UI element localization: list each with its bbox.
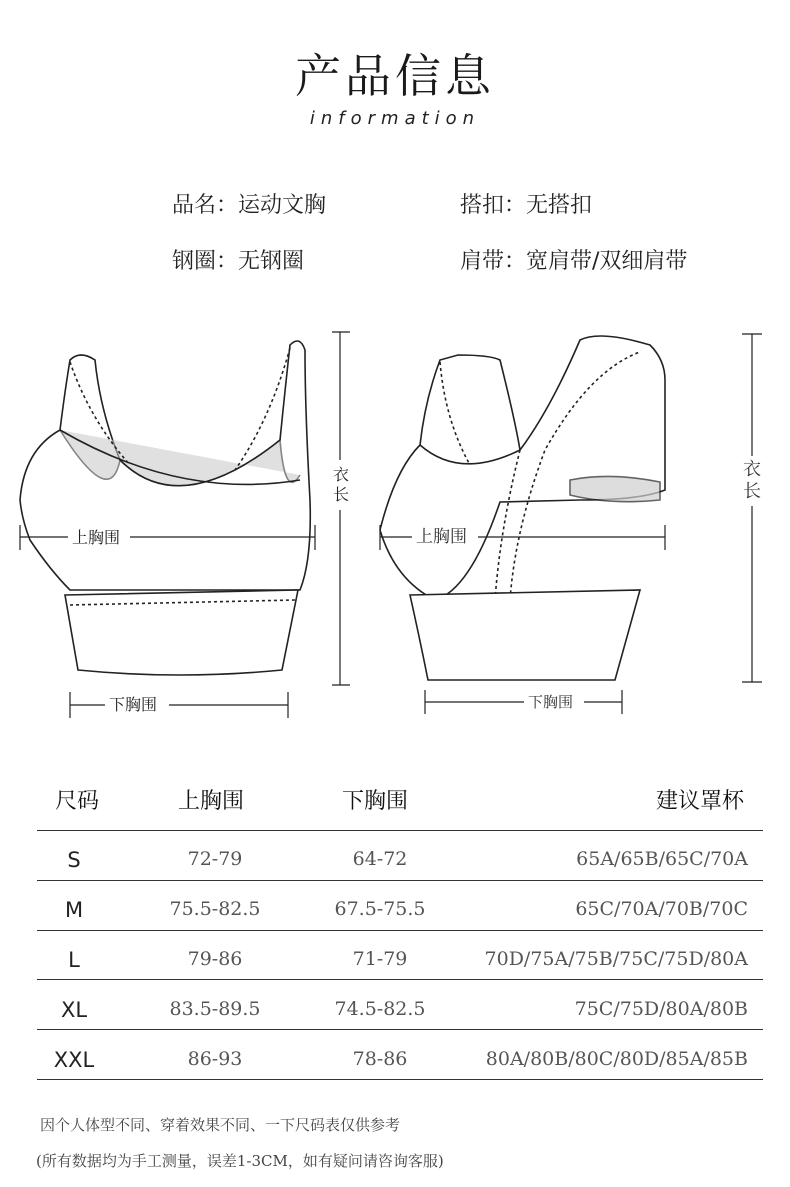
upper-chest-cell: 75.5-82.5: [169, 898, 261, 920]
under-chest-cell: 64-72: [352, 848, 408, 870]
table-divider: [37, 880, 763, 881]
front-length-label-2: 长: [743, 481, 761, 502]
measurement-note: (所有数据均为手工测量，误差1-3CM，如有疑问请咨询客服): [36, 1152, 444, 1170]
upper-chest-cell: 83.5-89.5: [169, 998, 261, 1020]
strap-label: 肩带：: [460, 249, 527, 274]
size-cell: L: [68, 948, 80, 972]
under-chest-cell: 78-86: [352, 1048, 408, 1070]
header-size: 尺码: [55, 789, 100, 814]
garment-diagrams: [0, 300, 790, 730]
back-under-chest-label: 下胸围: [109, 695, 158, 714]
cup-cell: 70D/75A/75B/75C/75D/80A: [484, 948, 748, 970]
page-title: 产品信息: [295, 49, 495, 103]
under-chest-cell: 71-79: [352, 948, 408, 970]
strap-value: 宽肩带/双细肩带: [526, 249, 688, 274]
table-divider: [37, 1029, 763, 1030]
page-subtitle: information: [309, 108, 481, 129]
size-disclaimer: 因个人体型不同、穿着效果不同、一下尺码表仅供参考: [40, 1116, 401, 1134]
upper-chest-cell: 86-93: [187, 1048, 243, 1070]
back-length-label-2: 长: [333, 485, 350, 504]
info-strap: [460, 244, 687, 275]
buckle-label: 搭扣：: [460, 193, 527, 218]
size-cell: XXL: [53, 1048, 95, 1072]
size-cell: XL: [60, 998, 88, 1022]
buckle-value: 无搭扣: [526, 193, 593, 218]
table-divider: [37, 1079, 763, 1080]
underwire-value: 无钢圈: [238, 249, 305, 274]
info-product-name: [172, 188, 326, 219]
cup-cell: 65C/70A/70B/70C: [575, 898, 748, 920]
header-cup: 建议罩杯: [656, 789, 745, 814]
table-divider: [37, 979, 763, 980]
back-view-diagram: [20, 332, 350, 718]
product-name-label: 品名：: [172, 193, 239, 218]
back-upper-chest-label: 上胸围: [72, 528, 121, 547]
size-cell: M: [64, 898, 84, 922]
under-chest-cell: 74.5-82.5: [334, 998, 426, 1020]
back-length-label-1: 衣: [333, 465, 350, 484]
cup-cell: 65A/65B/65C/70A: [576, 848, 748, 870]
header-upper-chest: 上胸围: [178, 789, 245, 814]
upper-chest-cell: 79-86: [187, 948, 243, 970]
size-cell: S: [67, 848, 81, 872]
front-length-label-1: 衣: [743, 459, 761, 480]
cup-cell: 75C/75D/80A/80B: [574, 998, 748, 1020]
underwire-label: 钢圈：: [172, 249, 239, 274]
info-underwire: [172, 244, 304, 275]
front-under-chest-label: 下胸围: [528, 693, 574, 711]
upper-chest-cell: 72-79: [187, 848, 243, 870]
cup-cell: 80A/80B/80C/80D/85A/85B: [485, 1048, 748, 1070]
table-divider: [37, 930, 763, 931]
under-chest-cell: 67.5-75.5: [334, 898, 426, 920]
product-name-value: 运动文胸: [238, 193, 327, 218]
info-buckle: [460, 188, 592, 219]
table-divider: [37, 830, 763, 831]
header-under-chest: 下胸围: [342, 789, 409, 814]
front-upper-chest-label: 上胸围: [416, 527, 467, 547]
